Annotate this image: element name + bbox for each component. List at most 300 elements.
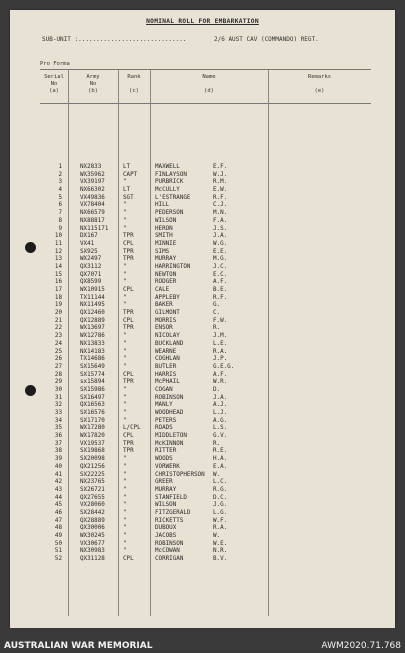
rank: " [123, 217, 127, 224]
initials: H.A. [213, 456, 228, 463]
table-row [10, 541, 395, 549]
surname: HILL [155, 202, 170, 209]
table-row [10, 472, 395, 480]
footer-accession-id: AWM2020.71.768 [321, 641, 401, 651]
rank: " [123, 294, 127, 301]
serial-number: 43 [54, 486, 62, 493]
serial-number: 10 [54, 233, 62, 240]
header-rank: Rank (c) [127, 74, 141, 94]
surname: JACOBS [155, 533, 177, 539]
army-number: VX78404 [80, 202, 105, 209]
rank: " [123, 410, 127, 416]
rank: " [123, 210, 127, 217]
army-number: VX30677 [80, 540, 105, 547]
rank: " [123, 494, 127, 501]
rank: TPR [123, 448, 134, 455]
table-row [10, 264, 395, 272]
surname: SIMS [155, 248, 170, 255]
initials: W.E. [213, 540, 228, 547]
army-number: WX30245 [80, 533, 105, 539]
serial-number: 34 [54, 417, 62, 424]
surname: CORRIGAN [155, 556, 184, 563]
surname: PEDERSON [155, 210, 184, 217]
serial-number: 7 [58, 210, 62, 217]
header-army-no: Army No (b) [86, 74, 100, 94]
table-row [10, 464, 395, 472]
serial-number: 24 [54, 340, 62, 347]
table-row [10, 249, 395, 257]
subunit-label: SUB-UNIT :.............................. [42, 36, 187, 43]
rank: " [123, 463, 127, 470]
footer-source: AUSTRALIAN WAR MEMORIAL [4, 641, 153, 651]
serial-number: 20 [54, 310, 62, 317]
army-number: NX66579 [80, 210, 105, 217]
army-number: VX39197 [80, 179, 105, 186]
army-number: NX13833 [80, 340, 105, 347]
initials: J.P. [213, 356, 228, 363]
surname: ROBINSON [155, 540, 184, 547]
army-number: TX11144 [80, 294, 105, 301]
surname: HARRIS [155, 371, 177, 378]
army-number: QX8599 [80, 279, 102, 286]
table-row [10, 441, 395, 449]
rank: " [123, 540, 127, 547]
serial-number: 22 [54, 325, 62, 332]
rank: CPL [123, 556, 134, 563]
serial-number: 40 [54, 463, 62, 470]
table-row [10, 179, 395, 187]
initials: E.W. [213, 187, 228, 194]
surname: L'ESTRANGE [155, 194, 191, 201]
army-number: SX15774 [80, 371, 105, 378]
surname: RITTER [155, 448, 177, 455]
serial-number: 8 [58, 217, 62, 224]
table-row [10, 510, 395, 518]
surname: FITZGERALD [155, 509, 191, 516]
nominal-roll-table [10, 164, 395, 564]
table-row [10, 349, 395, 357]
table-row [10, 548, 395, 556]
surname: WEARNE [155, 348, 177, 355]
serial-number: 52 [54, 556, 62, 563]
army-number: NX30983 [80, 548, 105, 555]
surname: SMITH [155, 233, 173, 240]
surname: MORRIS [155, 317, 177, 324]
table-row [10, 318, 395, 326]
serial-number: 14 [54, 263, 62, 270]
initials: J.C. [213, 263, 228, 270]
army-number: QX12889 [80, 317, 105, 324]
serial-number: 41 [54, 471, 62, 478]
initials: B.V. [213, 556, 228, 563]
surname: GILMONT [155, 310, 180, 317]
surname: COGHLAN [155, 356, 180, 363]
initials: R.M. [213, 179, 228, 186]
rank: " [123, 202, 127, 209]
serial-number: 1 [58, 164, 62, 170]
army-number: VX49836 [80, 194, 105, 201]
surname: ENSOR [155, 325, 173, 332]
initials: F.W. [213, 317, 228, 324]
table-row [10, 502, 395, 510]
serial-number: 28 [54, 371, 62, 378]
rank: LT [123, 187, 131, 194]
army-number: SX22225 [80, 471, 105, 478]
table-row [10, 333, 395, 341]
pro-forma-label: Pro Forma [40, 61, 70, 67]
surname: HARRINGTON [155, 263, 191, 270]
serial-number: 18 [54, 294, 62, 301]
initials: E.C. [213, 271, 228, 278]
army-number: WX12786 [80, 333, 105, 340]
surname: BUTLER [155, 363, 177, 370]
army-number: SX925 [80, 248, 98, 255]
army-number: SX20098 [80, 456, 105, 463]
rank: " [123, 279, 127, 286]
initials: L.S. [213, 425, 228, 432]
serial-number: 2 [58, 171, 62, 178]
army-number: WX17280 [80, 425, 105, 432]
army-number: QX31128 [80, 556, 105, 563]
serial-number: 37 [54, 440, 62, 447]
initials: A.F. [213, 371, 228, 378]
army-number: VX28060 [80, 502, 105, 509]
serial-number: 39 [54, 456, 62, 463]
serial-number: 4 [58, 187, 62, 194]
initials: J.G. [213, 502, 228, 509]
rank: " [123, 340, 127, 347]
initials: E.A. [213, 463, 228, 470]
table-row [10, 287, 395, 295]
surname: MURRAY [155, 256, 177, 263]
surname: APPLEBY [155, 294, 180, 301]
serial-number: 33 [54, 410, 62, 416]
rank: " [123, 525, 127, 532]
army-number: NX2833 [80, 164, 102, 170]
initials: A.F. [213, 279, 228, 286]
header-bottom-rule [40, 103, 371, 104]
table-row [10, 302, 395, 310]
rank: " [123, 363, 127, 370]
rank: " [123, 356, 127, 363]
surname: WILSON [155, 217, 177, 224]
serial-number: 29 [54, 379, 62, 386]
initials: C.J. [213, 202, 228, 209]
table-row [10, 448, 395, 456]
surname: RICKETTS [155, 517, 184, 524]
rank: " [123, 417, 127, 424]
army-number: SX19868 [80, 448, 105, 455]
table-row [10, 210, 395, 218]
unit-name: 2/6 AUST CAV (COMMANDO) REGT. [214, 36, 319, 43]
initials: R.G. [213, 486, 228, 493]
initials: N.R. [213, 548, 228, 555]
rank: TPR [123, 325, 134, 332]
serial-number: 48 [54, 525, 62, 532]
serial-number: 25 [54, 348, 62, 355]
table-row [10, 364, 395, 372]
rank: " [123, 225, 127, 232]
initials: D.C. [213, 494, 228, 501]
serial-number: 49 [54, 533, 62, 539]
initials: M.G. [213, 256, 228, 263]
initials: R.E. [213, 448, 228, 455]
surname: McCULLY [155, 187, 180, 194]
footer-bar [0, 628, 405, 653]
initials: L.G. [213, 509, 228, 516]
surname: McCOWAN [155, 548, 180, 555]
army-number: QX28889 [80, 517, 105, 524]
surname: MAXWELL [155, 164, 180, 170]
surname: GREER [155, 479, 173, 486]
serial-number: 3 [58, 179, 62, 186]
serial-number: 21 [54, 317, 62, 324]
table-row [10, 202, 395, 210]
table-row [10, 533, 395, 541]
initials: R.A. [213, 348, 228, 355]
rank: TPR [123, 379, 134, 386]
initials: L.C. [213, 479, 228, 486]
initials: J.A. [213, 233, 228, 240]
rank: TPR [123, 256, 134, 263]
army-number: QX30006 [80, 525, 105, 532]
surname: MINNIE [155, 240, 177, 247]
serial-number: 36 [54, 433, 62, 440]
table-row [10, 479, 395, 487]
table-row [10, 272, 395, 280]
initials: R. [213, 325, 221, 332]
initials: R. [213, 440, 221, 447]
table-row [10, 172, 395, 180]
army-number: QX7071 [80, 271, 102, 278]
rank: " [123, 402, 127, 409]
army-number: SX16576 [80, 410, 105, 416]
header-remarks: Remarks (e) [307, 74, 332, 94]
initials: L.J. [213, 410, 228, 416]
initials: W.J. [213, 171, 228, 178]
table-row [10, 241, 395, 249]
army-number: QX16563 [80, 402, 105, 409]
serial-number: 17 [54, 287, 62, 293]
table-row [10, 310, 395, 318]
surname: WOODS [155, 456, 173, 463]
initials: J.S. [213, 225, 228, 232]
rank: TPR [123, 440, 134, 447]
surname: VORWERK [155, 463, 180, 470]
initials: W.F. [213, 517, 228, 524]
rank: " [123, 548, 127, 555]
table-row [10, 279, 395, 287]
initials: E.E. [213, 248, 228, 255]
army-number: WX17820 [80, 433, 105, 440]
surname: McPHAIL [155, 379, 180, 386]
rank: LT [123, 164, 131, 170]
serial-number: 44 [54, 494, 62, 501]
army-number: QX21256 [80, 463, 105, 470]
army-number: VX19537 [80, 440, 105, 447]
surname: CHRISTOPHERSON [155, 471, 205, 478]
army-number: NX115171 [80, 225, 109, 232]
surname: MIDDLETON [155, 433, 187, 440]
surname: DUBOUX [155, 525, 177, 532]
table-row [10, 433, 395, 441]
rank: " [123, 348, 127, 355]
army-number: WX35962 [80, 171, 105, 178]
initials: D. [213, 386, 221, 393]
rank: " [123, 263, 127, 270]
serial-number: 16 [54, 279, 62, 286]
initials: J.A. [213, 394, 228, 401]
surname: McKINNON [155, 440, 184, 447]
army-number: SX28442 [80, 509, 105, 516]
serial-number: 32 [54, 402, 62, 409]
table-row [10, 187, 395, 195]
surname: ROADS [155, 425, 173, 432]
army-number: QX12460 [80, 310, 105, 317]
serial-number: 5 [58, 194, 62, 201]
table-row [10, 295, 395, 303]
initials: G.V. [213, 433, 228, 440]
rank: " [123, 456, 127, 463]
army-number: TX14686 [80, 356, 105, 363]
army-number: sx15894 [80, 379, 105, 386]
serial-number: 50 [54, 540, 62, 547]
serial-number: 11 [54, 240, 62, 247]
serial-number: 30 [54, 386, 62, 393]
surname: PETERS [155, 417, 177, 424]
rank: CPL [123, 287, 134, 293]
header-name: Name (d) [202, 74, 216, 94]
document-sheet [10, 10, 395, 628]
army-number: SX17170 [80, 417, 105, 424]
table-row [10, 495, 395, 503]
serial-number: 6 [58, 202, 62, 209]
serial-number: 42 [54, 479, 62, 486]
serial-number: 13 [54, 256, 62, 263]
table-row [10, 418, 395, 426]
initials: R.F. [213, 294, 228, 301]
table-row [10, 410, 395, 418]
initials: W. [213, 533, 221, 539]
rank: L/CPL [123, 425, 141, 432]
table-row [10, 556, 395, 564]
initials: G. [213, 302, 221, 309]
rank: SGT [123, 194, 134, 201]
army-number: NX14183 [80, 348, 105, 355]
table-row [10, 341, 395, 349]
rank: " [123, 509, 127, 516]
serial-number: 51 [54, 548, 62, 555]
serial-number: 15 [54, 271, 62, 278]
table-row [10, 356, 395, 364]
rank: " [123, 302, 127, 309]
initials: J.M. [213, 333, 228, 340]
surname: RODGER [155, 279, 177, 286]
document-title: NOMINAL ROLL FOR EMBARKATION [146, 18, 259, 25]
serial-number: 12 [54, 248, 62, 255]
army-number: NX23765 [80, 479, 105, 486]
serial-number: 27 [54, 363, 62, 370]
rank: CPL [123, 317, 134, 324]
table-row [10, 226, 395, 234]
surname: BUCKLAND [155, 340, 184, 347]
rank: " [123, 471, 127, 478]
table-row [10, 425, 395, 433]
initials: F.A. [213, 217, 228, 224]
initials: W.R. [213, 379, 228, 386]
army-number: QX27655 [80, 494, 105, 501]
initials: R.A. [213, 525, 228, 532]
army-number: NX88817 [80, 217, 105, 224]
surname: WILSON [155, 502, 177, 509]
initials: A.J. [213, 402, 228, 409]
surname: PURBRICK [155, 179, 184, 186]
army-number: NX66302 [80, 187, 105, 194]
initials: W.G. [213, 240, 228, 247]
rank: CPL [123, 371, 134, 378]
table-row [10, 395, 395, 403]
table-row [10, 456, 395, 464]
army-number: SX16497 [80, 394, 105, 401]
army-number: SX15649 [80, 363, 105, 370]
initials: C. [213, 310, 221, 317]
initials: W. [213, 471, 221, 478]
serial-number: 26 [54, 356, 62, 363]
rank: CPL [123, 240, 134, 247]
rank: " [123, 179, 127, 186]
table-row [10, 379, 395, 387]
serial-number: 9 [58, 225, 62, 232]
table-row [10, 325, 395, 333]
army-number: NX11495 [80, 302, 105, 309]
serial-number: 23 [54, 333, 62, 340]
header-serial: Serial No (a) [44, 74, 64, 94]
army-number: VX41 [80, 240, 95, 247]
surname: ROBINSON [155, 394, 184, 401]
army-number: QX3112 [80, 263, 102, 270]
rank: " [123, 333, 127, 340]
surname: BAKER [155, 302, 173, 309]
rank: " [123, 394, 127, 401]
rank: CPL [123, 433, 134, 440]
army-number: WX2497 [80, 256, 102, 263]
army-number: WX10915 [80, 287, 105, 293]
army-number: SX15986 [80, 386, 105, 393]
rank: " [123, 533, 127, 539]
table-row [10, 164, 395, 172]
serial-number: 46 [54, 509, 62, 516]
serial-number: 35 [54, 425, 62, 432]
initials: A.G. [213, 417, 228, 424]
rank: " [123, 502, 127, 509]
table-row [10, 402, 395, 410]
table-row [10, 372, 395, 380]
surname: COGAN [155, 386, 173, 393]
surname: MANLY [155, 402, 173, 409]
rank: CAPT [123, 171, 138, 178]
table-row [10, 233, 395, 241]
army-number: SX26721 [80, 486, 105, 493]
header-top-rule [40, 69, 371, 70]
table-row [10, 218, 395, 226]
rank: TPR [123, 248, 134, 255]
table-row [10, 525, 395, 533]
serial-number: 38 [54, 448, 62, 455]
surname: HERON [155, 225, 173, 232]
initials: R.F. [213, 194, 228, 201]
table-row [10, 195, 395, 203]
initials: B.E. [213, 287, 228, 293]
